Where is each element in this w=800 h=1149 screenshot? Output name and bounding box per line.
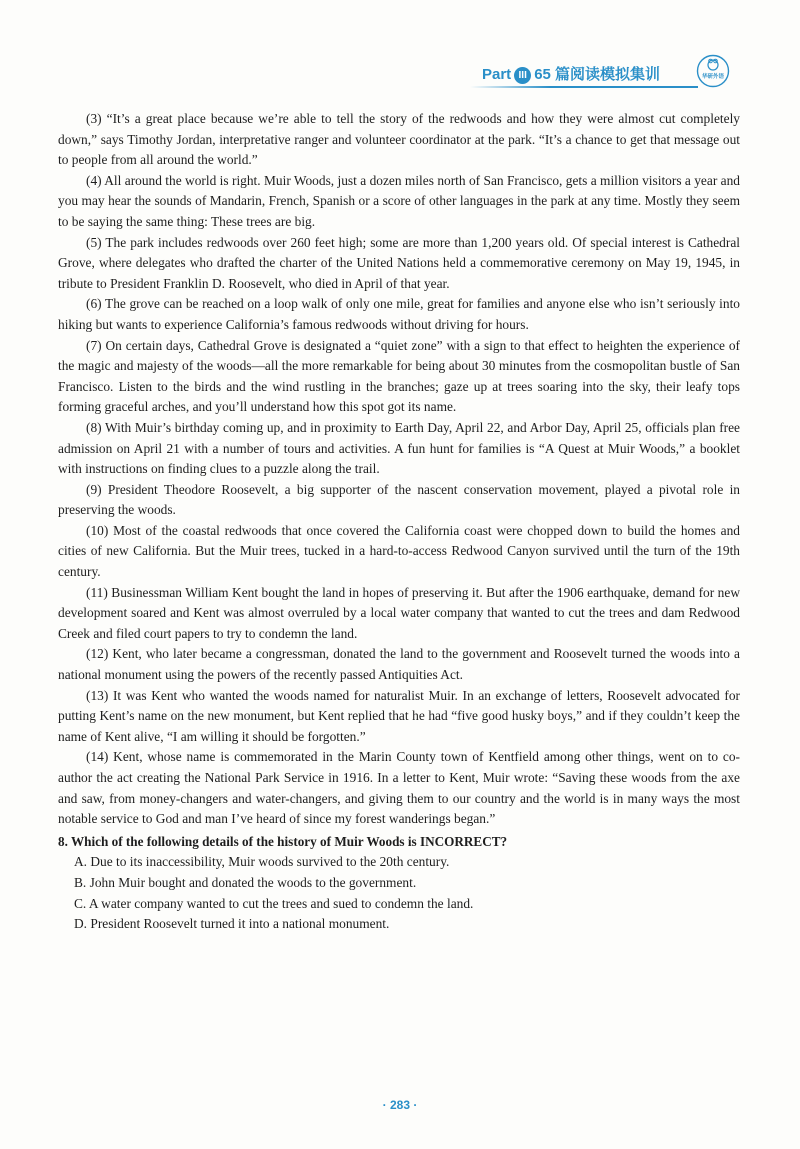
paragraph-13: (13) It was Kent who wanted the woods named for naturalist Muir. In an exchange of letters, Roosevelt advocated for putting Kent’s name on the new monument, but Kent replied that he had “five good husky boys,” and if they couldn’t keep the name of Kent alive, “I am willing it should be forgotten.” xyxy=(58,687,740,744)
paragraph-7: (7) On certain days, Cathedral Grove is designated a “quiet zone” with a sign to that effect to heighten the experience of the magic and majesty of the woods—all the more remarkable for being about 30 minutes from the cosmopolitan bustle of San Francisco. Listen to the birds and the wind rustling in the branches; gaze up at trees soaring into the sky, their leafy tops forming graceful arches, and you’ll understand how this spot got its name. xyxy=(58,337,740,415)
question-block xyxy=(58,832,740,935)
part-label: Part xyxy=(482,66,512,83)
option-a: A. Due to its inaccessibility, Muir woods survived to the 20th century. xyxy=(74,854,450,870)
paragraph-9: (9) President Theodore Roosevelt, a big supporter of the nascent conservation movement, played a pivotal role in preserving the woods. xyxy=(58,481,740,518)
option-d: D. President Roosevelt turned it into a national monument. xyxy=(74,916,390,932)
paragraph-10: (10) Most of the coastal redwoods that once covered the California coast were chopped down to build the homes and cities of new California. But the Muir trees, tucked in a hard-to-access Redwood Canyon survived until the turn of the 19th century. xyxy=(58,522,740,580)
logo-text: 华研外语 xyxy=(701,74,724,80)
paragraph-5: (5) The park includes redwoods over 260 feet high; some are more than 1,200 years old. Of special interest is Cathedral Grove, where delegates who drafted the charter of the United Nations held a commemorative ceremony on May 19, 1945, in tribute to President Franklin D. Roosevelt, who died in April of that year. xyxy=(58,234,740,291)
article-body xyxy=(58,109,740,935)
paragraph-3: (3) “It’s a great place because we’re able to tell the story of the redwoods and how they were almost cut completely down,” says Timothy Jordan, interpretative ranger and volunteer coordinator at the park. “It’s a chance to get that message out to people from all around the world.” xyxy=(58,111,740,168)
publisher-logo-icon xyxy=(696,54,730,88)
part-numeral-badge: III xyxy=(514,67,531,84)
paragraph-11: (11) Businessman William Kent bought the land in hopes of preserving it. But after the 1906 earthquake, demand for new development soared and Kent was almost overruled by a local water company that wanted to cut the trees and dam Redwood Creek and filed court papers to try to condemn the land. xyxy=(58,584,740,641)
option-b: B. John Muir bought and donated the woods to the government. xyxy=(74,874,417,890)
book-title: 65 篇阅读模拟集训 xyxy=(534,66,661,83)
paragraph-4: (4) All around the world is right. Muir Woods, just a dozen miles north of San Francisco, gets a million visitors a year and you may hear the sounds of Mandarin, French, Spanish or a score of other languages in the park at any time. Mostly they seem to be saying the same thing: These trees are big. xyxy=(58,172,740,229)
page-number: · 283 · xyxy=(382,1098,418,1112)
paragraph-14: (14) Kent, whose name is commemorated in the Marin County town of Kentfield among other things, went on to co-author the act creating the National Park Service in 1916. In a letter to Kent, Muir wrote: “Saving these woods from the axe and saw, from money-changers and water-changers, and giving them to our country and the world is in many ways the most notable service to God and man I’ve heard of since my forest wanderings began.” xyxy=(58,749,740,827)
question-stem: 8. Which of the following details of the history of Muir Woods is INCORRECT? xyxy=(58,833,508,849)
publisher-logo xyxy=(696,54,730,88)
header-rule xyxy=(470,86,698,88)
running-header xyxy=(470,58,732,92)
paragraph-8: (8) With Muir’s birthday coming up, and in proximity to Earth Day, April 22, and Arbor Day, April 25, officials plan free admission on April 21 with a number of tours and activities. A fun hunt for families is “A Quest at Muir Woods,” a booklet with instructions on finding clues to a puzzle along the trail. xyxy=(58,419,740,477)
option-c: C. A water company wanted to cut the trees and sued to condemn the land. xyxy=(74,895,474,911)
paragraph-6: (6) The grove can be reached on a loop walk of only one mile, great for families and anyone else who isn’t seriously into hiking but wants to experience California’s famous redwoods without driving for hours. xyxy=(58,296,740,332)
header-title-line xyxy=(482,63,660,84)
paragraph-12: (12) Kent, who later became a congressman, donated the land to the government and Roosevelt turned the woods into a national monument using the powers of the recently passed Antiquities Act. xyxy=(58,646,740,683)
